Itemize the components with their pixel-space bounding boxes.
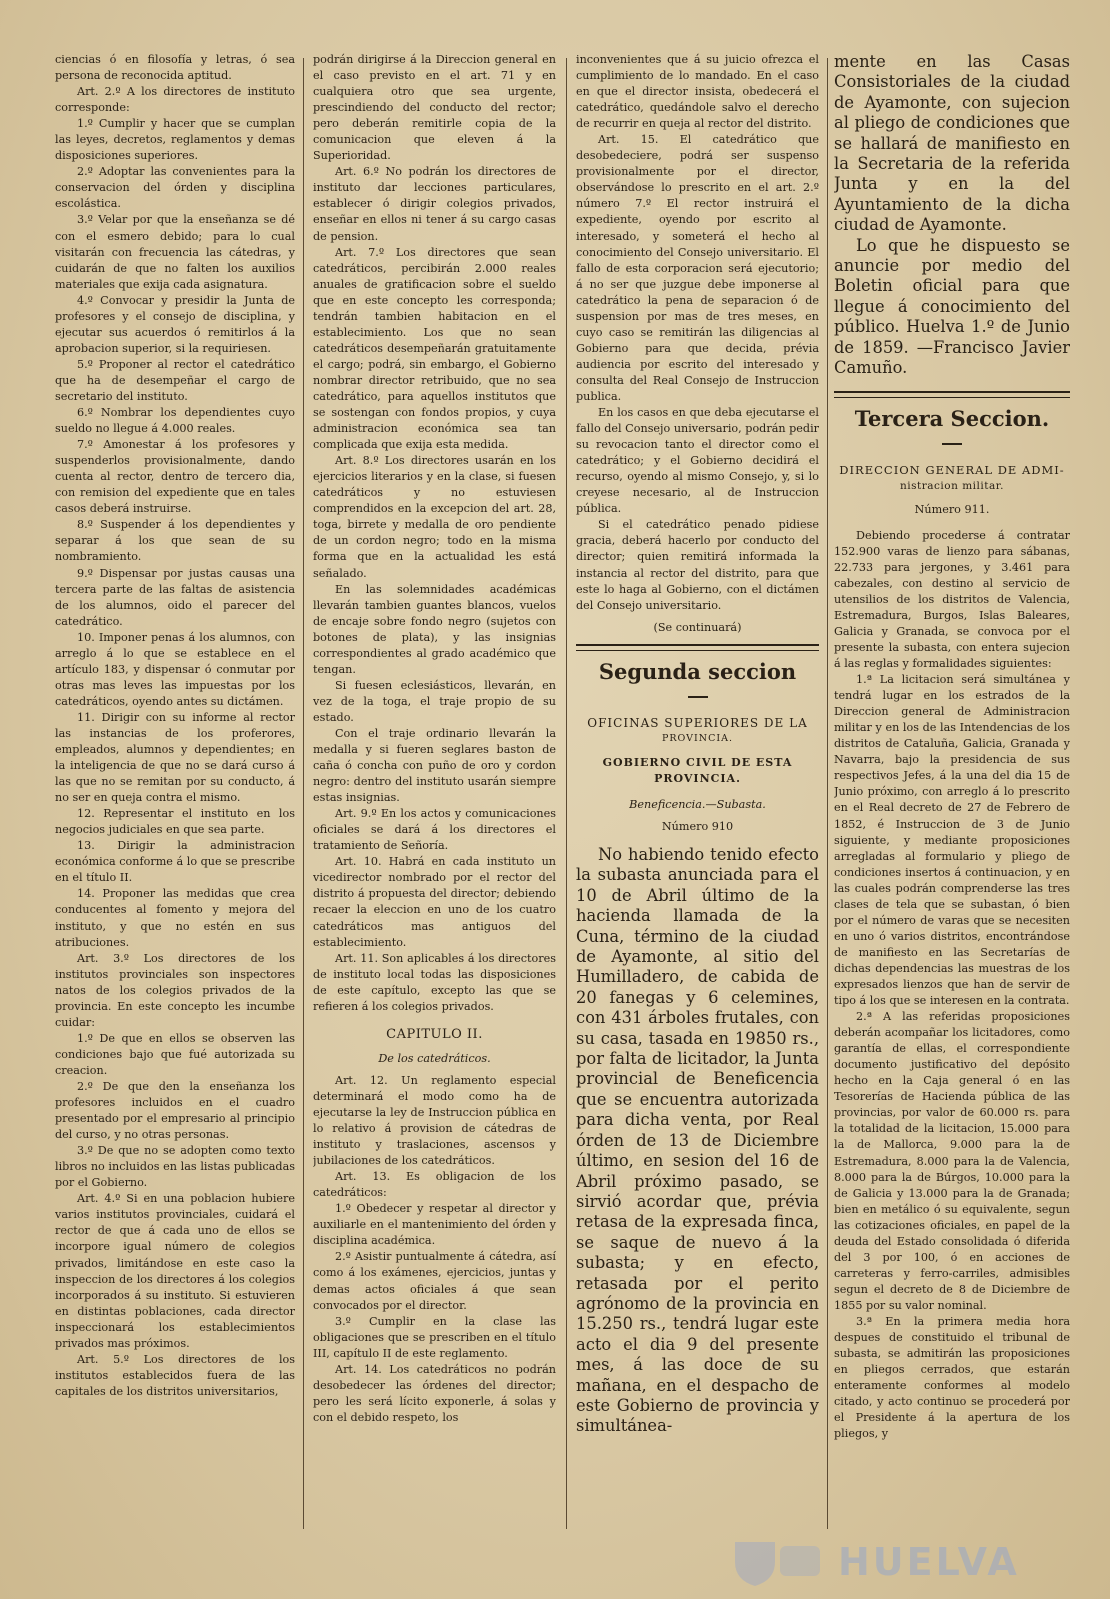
paragraph: inconvenientes que á su juicio ofrezca el cumplimiento de lo mandado. En el caso en que el director insista, obedecerá el catedrático, quedándole salvo el derecho de recurrir en queja al rector del distrito.: [576, 53, 819, 131]
paragraph: En los casos en que deba ejecutarse el fallo del Consejo universario, podrán pedir su revocacion tanto el director como el catedrático; y el Gobierno decidirá el recurso, oyendo al mismo Consejo, y, si lo creyese necesario, al de Instruccion pública.: [576, 406, 819, 516]
paragraph: 6.º Nombrar los dependientes cuyo sueldo no llegue á 4.000 reales.: [55, 406, 295, 436]
paragraph: 3.º De que no se adopten como texto libros no incluidos en las listas publicadas por el Gobierno.: [55, 1144, 295, 1190]
paragraph: Art. 9.º En los actos y comunicaciones oficiales se dará á los directores el tratamiento de Señoría.: [313, 807, 556, 853]
directorate-heading: DIRECCION GENERAL DE ADMI-: [839, 462, 1065, 477]
column-2: [313, 52, 556, 1531]
paragraph: 7.º Amonestar á los profesores y suspenderlos provisionalmente, dando cuenta al rector, dentro de tercero dia, con remision del expediente que en tales casos deberá instruirse.: [55, 438, 295, 516]
paragraph: 2.º Asistir puntualmente á cátedra, así como á los exámenes, ejercicios, juntas y demas actos oficiales á que sean convocados por el director.: [313, 1250, 556, 1312]
paragraph: Art. 3.º Los directores de los institutos provinciales son inspectores natos de los colegios privados de la provincia. En este concepto les incumbe cuidar:: [55, 951, 295, 1029]
paragraph: 13. Dirigir la administracion económica conforme á lo que se prescribe en el título II.: [55, 839, 295, 885]
notice-number: Número 911.: [914, 502, 990, 516]
paragraph: Art. 5.º Los directores de los institutos establecidos fuera de las capitales de los distritos universitarios,: [55, 1352, 295, 1398]
paragraph: ciencias ó en filosofía y letras, ó sea persona de reconocida aptitud.: [55, 53, 295, 83]
notice-body-continued: mente en las Casas Consistoriales de la ciudad de Ayamonte, con sujecion al pliego de condiciones que se hallará de manifiesto en la Secretaria de la referida Junta y en la del Ayuntamiento de la dicha ciudad de Ayamonte.: [834, 52, 1070, 235]
paragraph: Art. 2.º A los directores de instituto corresponde:: [55, 85, 295, 115]
dash-divider: [576, 689, 819, 705]
paragraph: 10. Imponer penas á los alumnos, con arreglo á lo que se establece en el artículo 183, y dispensar ó conmutar por otras mas leves las impuestas por los catedráticos, oyendo antes su dictámen.: [55, 630, 295, 708]
paragraph: 5.º Proponer al rector el catedrático que ha de desempeñar el cargo de secretario del instituto.: [55, 357, 295, 403]
paragraph: Si fuesen eclesiásticos, llevarán, en vez de la toga, el traje propio de su estado.: [313, 678, 556, 724]
watermark-text: HUELVA: [838, 1540, 1020, 1584]
chapter-heading: CAPITULO II.: [386, 1026, 483, 1042]
paragraph: 9.º Dispensar por justas causas una tercera parte de las faltas de asistencia de los alumnos, oido el parecer del catedrático.: [55, 566, 295, 628]
paragraph: Art. 10. Habrá en cada instituto un vicedirector nombrado por el rector del distrito á propuesta del director; debiendo recaer la eleccion en uno de los cuatro catedráticos mas antiguos del establecimiento.: [313, 855, 556, 949]
paragraph: 2.º De que den la enseñanza los profesores incluidos en el cuadro presentado por el empresario al principio del curso, y no otras personas.: [55, 1080, 295, 1142]
paragraph: podrán dirigirse á la Direccion general en el caso previsto en el art. 71 y en cualquiera otro que sea urgente, prescindiendo del conducto del rector; pero deberán remitirle copia de la comunicacion que eleven á la Superioridad.: [313, 53, 556, 163]
notice-signature: Lo que he dispuesto se anuncie por medio del Boletin oficial para que llegue á conocimiento del público. Huelva 1.º de Junio de 1859. —Francisco Javier Camuño.: [834, 235, 1070, 378]
dash-divider: [834, 436, 1070, 452]
paragraph: 8.º Suspender á los dependientes y separar á los que sean de su nombramiento.: [55, 518, 295, 564]
paragraph: 1.ª La licitacion será simultánea y tendrá lugar en los estrados de la Direccion general de Administracion militar y en los de las Intendencias de los distritos de Cataluña, Galicia, Granada y Navarra, bajo la presidencia de sus respectivos Jefes, á la una del dia 15 de Junio próximo, con arreglo á lo prescrito en el Real decreto de 27 de Febrero de 1852, é Instruccion de 3 de Junio siguiente, y mediante proposiciones arregladas al formulario y pliego de condiciones insertos á continuacion, y en las cuales podrán comprenderse las tres clases de tela que se subastan, ó bien por el número de varas que se necesiten en uno ó varios distritos, encontrándose de manifiesto en las Secretarías de dichas dependencias las muestras de los expresados lienzos que han de servir de tipo á los que se interesen en la contrata.: [834, 673, 1070, 1008]
government-heading: GOBIERNO CIVIL DE ESTA PROVINCIA.: [602, 755, 793, 785]
office-heading: OFICINAS SUPERIORES DE LA: [587, 715, 808, 730]
paragraph: 3.º Velar por que la enseñanza se dé con el esmero debido; para lo cual visitarán con frecuencia las cátedras, y cuidarán de que no falten los auxilios materiales que exija cada asignatura.: [55, 213, 295, 291]
paragraph: 3.º Cumplir en la clase las obligaciones que se prescriben en el título III, capítulo II de este reglamento.: [313, 1314, 556, 1360]
paragraph: En las solemnidades académicas llevarán tambien guantes blancos, vuelos de encaje sobre fondo negro (sujetos con botones de plata), y las insignias correspondientes al grado académico que tengan.: [313, 582, 556, 676]
paragraph: 2.º Adoptar las convenientes para la conservacion del órden y disciplina escolástica.: [55, 165, 295, 211]
paragraph: Art. 8.º Los directores usarán en los ejercicios literarios y en la clase, si fuesen catedráticos y no estuviesen comprendidos en la excepcion del art. 28, toga, birrete y medalla de oro pendiente de un cordon negro; todo en la misma forma que en la actualidad les está señalado.: [313, 454, 556, 580]
column-rule: [303, 58, 304, 1529]
paragraph: 11. Dirigir con su informe al rector las instancias de los proferores, empleados, alumnos y dependientes; en la inteligencia de que no se dará curso á las que no se remitan por su conducto, á no ser en queja contra el mismo.: [55, 710, 295, 805]
continuation-note: (Se continuará): [653, 620, 742, 634]
column-rule: [827, 58, 828, 1529]
paragraph: Art. 11. Son aplicables á los directores de instituto local todas las disposiciones de este capítulo, excepto las que se refieren á los colegios privados.: [313, 951, 556, 1013]
section-divider: [834, 391, 1070, 398]
directorate-heading-line2: nistracion militar.: [900, 479, 1004, 492]
paragraph: Art. 4.º Si en una poblacion hubiere varios institutos provinciales, cuidará el rector de que á cada uno de ellos se incorpore igual número de colegios privados, limitándose en este caso la inspeccion de los directores á los colegios incorporados á su instituto. Si estuvieren en distintas poblaciones, cada director inspeccionará los establecimientos privados mas próximos.: [55, 1192, 295, 1350]
paragraph: Art. 6.º No podrán los directores de instituto dar lecciones particulares, establecer ó dirigir colegios privados, enseñar en ellos ni tener á su cargo casas de pension.: [313, 165, 556, 243]
paragraph: Art. 12. Un reglamento especial determinará el modo como ha de ejecutarse la ley de Instruccion pública en lo relativo á provision de cátedras de instituto y traslaciones, ascensos y jubilaciones de los catedráticos.: [313, 1073, 556, 1168]
paragraph: 1.º De que en ellos se observen las condiciones bajo que fué autorizada su creacion.: [55, 1031, 295, 1077]
paragraph: 4.º Convocar y presidir la Junta de profesores y el consejo de disciplina, y ejecutar sus acuerdos ó remitirlos á la aprobacion superior, si la requiriesen.: [55, 293, 295, 355]
column-1: [55, 52, 295, 1531]
archive-watermark: [720, 1538, 1050, 1588]
chapter-subtitle: De los catedráticos.: [378, 1051, 491, 1065]
column-4: [834, 52, 1070, 1531]
section-heading: Tercera Seccion.: [854, 405, 1050, 431]
column-rule: [566, 58, 567, 1529]
paragraph: 1.º Cumplir y hacer que se cumplan las leyes, decretos, reglamentos y demas disposiciones superiores.: [55, 117, 295, 163]
section-divider: [576, 644, 819, 651]
notice-body: No habiendo tenido efecto la subasta anunciada para el 10 de Abril último de la hacienda llamada de la Cuna, término de la ciudad de Ayamonte, al sitio del Humilladero, de cabida de 20 fanegas y 6 celemines, con 431 árboles frutales, con su casa, tasada en 19850 rs., por falta de licitador, la Junta provincial de Beneficencia que se encuentra autorizada para dicha venta, por Real órden de 13 de Diciembre último, en sesion del 16 de Abril próximo pasado, se sirvió acordar que, prévia retasa de la expresada finca, se saque de nuevo á la subasta; y en efecto, retasada por el perito agrónomo de la provincia en 15.250 rs., tendrá lugar este acto el dia 9 del presente mes, á las doce de su mañana, en el despacho de este Gobierno de provincia y simultánea-: [576, 845, 819, 1436]
paragraph: 14. Proponer las medidas que crea conducentes al fomento y mejora del instituto, y que no estén en sus atribuciones.: [55, 887, 295, 949]
paragraph: Con el traje ordinario llevarán la medalla y si fueren seglares baston de caña ó concha con puño de oro y cordon negro: dentro del instituto usarán siempre estas insignias.: [313, 726, 556, 805]
paragraph: Art. 15. El catedrático que desobedeciere, podrá ser suspenso provisionalmente por el director, observándose lo prescrito en el art. 2.º número 7.º El rector instruirá el expediente, oyendo por escrito al interesado, y someterá el hecho al conocimiento del Consejo universitario. El fallo de esta corporacion será ejecutorio; á no ser que juzgue debe imponerse al catedrático la pena de separacion ó de suspension por mas de tres meses, en cuyo caso se remitirán las diligencias al Gobierno para que decida, prévia audiencia por escrito del interesado y consulta del Real Consejo de Instruccion publica.: [576, 133, 819, 403]
paragraph: 12. Representar el instituto en los negocios judiciales en que sea parte.: [55, 807, 295, 837]
paragraph: 3.ª En la primera media hora despues de constituido el tribunal de subasta, se admitirán las proposiciones en pliegos cerrados, que estarán enteramente conformes al modelo citado, y acto continuo se procederá por el Presidente á la apertura de los pliegos, y: [834, 1314, 1070, 1441]
paragraph: Debiendo procederse á contratar 152.900 varas de lienzo para sábanas, 22.733 para jergones, y 3.461 para cabezales, con destino al servicio de utensilios de los distritos de Valencia, Estremadura, Burgos, Islas Baleares, Galicia y Granada, se convoca por el presente la subasta, con entera sujecion á las reglas y formalidades siguientes:: [834, 528, 1070, 671]
section-heading: Segunda seccion: [598, 658, 797, 684]
shield-emblem-icon: [720, 1538, 830, 1588]
paragraph: 2.ª A las referidas proposiciones deberán acompañar los licitadores, como garantía de ellas, el correspondiente documento justificativo del depósito hecho en la Caja general ó en las Tesorerías de Hacienda pública de las provincias, por valor de 60.000 rs. para la totalidad de la licitacion, 15.000 para la de Mallorca, 9.000 para la de Estremadura, 8.000 para la de Valencia, 8.000 para la de Búrgos, 10.000 para la de Galicia y 13.000 para la de Granada; bien en metálico ó su equivalente, segun las cotizaciones oficiales, en papel de la deuda del Estado consolidada ó diferida del 3 por 100, ó en acciones de carreteras y ferro-carriles, admisibles segun el decreto de 8 de Diciembre de 1855 por su valor nominal.: [834, 1010, 1070, 1312]
paragraph: 1.º Obedecer y respetar al director y auxiliarle en el mantenimiento del órden y disciplina académica.: [313, 1202, 556, 1248]
office-heading-line2: PROVINCIA.: [662, 732, 733, 744]
notice-number: Número 910: [661, 819, 734, 833]
column-3: [576, 52, 819, 1531]
paragraph: Art. 7.º Los directores que sean catedráticos, percibirán 2.000 reales anuales de gratificacion sobre el sueldo que en este concepto les corresponda; tendrán tambien habitacion en el establecimiento. Los que no sean catedráticos desempeñarán gratuitamente el cargo; podrá, sin embargo, el Gobierno nombrar director retribuido, que no sea catedrático, para aquellos institutos que se sostengan con fondos propios, y cuya administracion económica sea tan complicada que exija esta medida.: [313, 245, 556, 452]
paragraph: Art. 13. Es obligacion de los catedráticos:: [313, 1170, 556, 1200]
paragraph: Art. 14. Los catedráticos no podrán desobedecer las órdenes del director; pero les será lícito exponerle, á solas y con el debido respeto, los: [313, 1362, 556, 1424]
notice-subject: Beneficencia.—Subasta.: [629, 797, 766, 811]
paragraph: Si el catedrático penado pidiese gracia, deberá hacerlo por conducto del director; quien remitirá informada la instancia al rector del distrito, para que este lo haga al Gobierno, con el dictámen del Consejo universitario.: [576, 518, 819, 612]
